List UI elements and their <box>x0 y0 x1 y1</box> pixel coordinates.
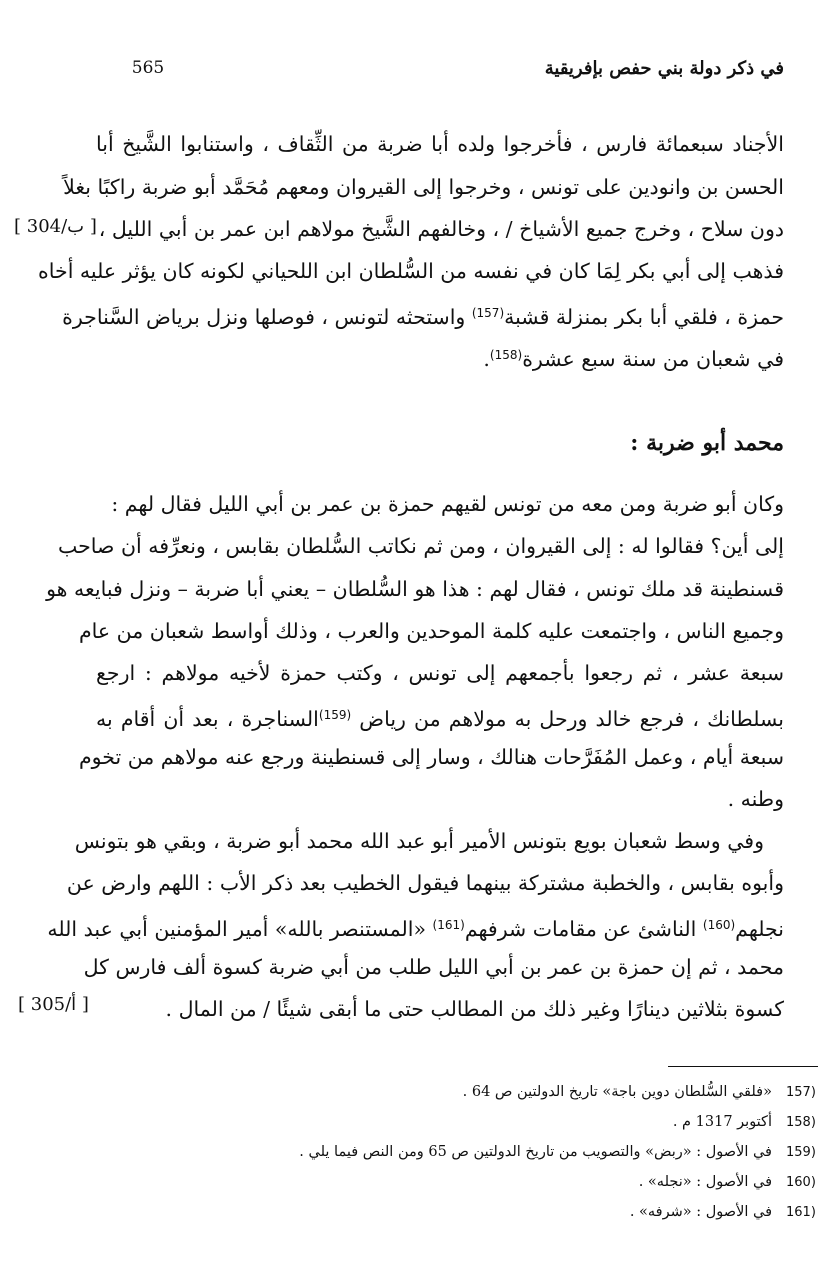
footnote-text: في الأصول : «ربض» والتصويب من تاريخ الدولتين ص 65 ومن النص فيما يلي . <box>299 1144 772 1160</box>
text-line: الأجناد سبعمائة فارس ، فأخرجوا ولده أبا ضربة من الثِّقاف ، واستنابوا الشَّيخ أبا <box>96 132 784 156</box>
footnote-ref: (160) <box>702 918 736 932</box>
text-fragment: السناجرة ، بعد أن أقام به <box>96 707 319 731</box>
text-line: وفي وسط شعبان بويع بتونس الأمير أبو عبد الله محمد أبو ضربة ، وبقي هو بتونس <box>74 829 764 853</box>
text-fragment: «المستنصر بالله» أمير المؤمنين أبي عبد الله <box>47 917 427 941</box>
manuscript-folio-mark: [ 304/ب ] <box>14 216 97 237</box>
text-line <box>47 907 784 943</box>
text-line: إلى أين؟ فقالوا له : إلى القيروان ، ومن ثم نكاتب السُّلطان بقابس ، ونعرِّفه أن صاحب <box>57 534 784 558</box>
footnote-number: (157 <box>786 1085 816 1100</box>
text-line: وطنه . <box>727 787 784 811</box>
footnote <box>630 1198 816 1226</box>
running-title: في ذكر دولة بني حفص بإفريقية <box>544 58 784 79</box>
footnote-number: (158 <box>786 1115 816 1130</box>
text-line: كسوة بثلاثين دينارًا وغير ذلك من المطالب حتى ما أبقى شيئًا / من المال . <box>165 997 784 1021</box>
text-line: الحسن بن وانودين على تونس ، وخرجوا إلى القيروان ومعهم مُحَمَّد أبو ضربة راكبًا بغلاً <box>63 175 784 199</box>
footnote-number: (161 <box>786 1205 816 1220</box>
text-line: فذهب إلى أبي بكر لِمَا كان في نفسه من السُّلطان ابن اللحياني لكونه كان يؤثر عليه أخاه <box>38 259 784 283</box>
footnote <box>673 1108 816 1136</box>
footnote <box>299 1138 816 1166</box>
footnote-ref: (161) <box>432 918 465 932</box>
footnote-text: في الأصول : «نجله» . <box>638 1174 772 1190</box>
footnote-text: «فلقي السُّلطان دوين باجة» تاريخ الدولتين ص 64 . <box>462 1084 772 1100</box>
text-line: وجميع الناس ، واجتمعت عليه كلمة الموحدين والعرب ، وذلك أواسط شعبان من عام <box>78 619 784 643</box>
page-number: 565 <box>131 58 165 78</box>
text-fragment: واستحثه لتونس ، فوصلها ونزل برياض السَّناجرة <box>62 305 466 329</box>
footnote-rule <box>668 1066 818 1067</box>
text-fragment: بسلطانك ، فرجع خالد ورحل به مولاهم من رياض <box>359 707 784 731</box>
text-line: قسنطينة قد ملك تونس ، فقال لهم : هذا هو السُّلطان – يعني أبا ضربة – ونزل فبايعه هو <box>46 577 784 601</box>
text-line <box>483 337 784 373</box>
text-line <box>62 295 784 331</box>
text-line: وكان أبو ضربة ومن معه من تونس لقيهم حمزة بن عمر بن أبي الليل فقال لهم : <box>111 492 784 516</box>
footnote-text: في الأصول : «شرفه» . <box>629 1204 772 1220</box>
text-line: سبعة أيام ، وعمل المُفَرَّحات هنالك ، وسار إلى قسنطينة ورجع عنه مولاهم من تخوم <box>78 745 784 769</box>
footnote <box>639 1168 816 1196</box>
text-line: سبعة عشر ، ثم رجعوا بأجمعهم إلى تونس ، وكتب حمزة لأخيه مولاهم : ارجع <box>96 661 784 685</box>
text-fragment: نجلهم <box>735 917 784 941</box>
section-heading: محمد أبو ضربة : <box>630 430 784 456</box>
footnote-ref: (157) <box>471 306 505 320</box>
footnote-number: (159 <box>786 1145 816 1160</box>
text-fragment: . <box>483 347 490 371</box>
text-fragment: الناشئ عن مقامات شرفهم <box>464 917 697 941</box>
footnote <box>463 1078 816 1106</box>
text-fragment: حمزة ، فلقي أبا بكر بمنزلة قشبة <box>504 305 784 329</box>
text-line: محمد ، ثم إن حمزة بن عمر بن أبي الليل طلب من أبي ضربة كسوة ألف فارس كل <box>83 955 784 979</box>
text-line: دون سلاح ، وخرج جميع الأشياخ / ، وخالفهم الشَّيخ مولاهم ابن عمر بن أبي الليل ، <box>98 217 784 241</box>
text-fragment: في شعبان من سنة سبع عشرة <box>522 347 784 371</box>
footnote-ref: (159) <box>318 708 352 722</box>
footnote-text: أكتوبر 1317 م . <box>672 1114 772 1130</box>
text-line: وأبوه بقابس ، والخطبة مشتركة بينهما فيقول الخطيب بعد ذكر الأب : اللهم وارض عن <box>66 871 784 895</box>
manuscript-folio-mark: [ 305/أ ] <box>18 994 89 1015</box>
footnote-ref: (158) <box>489 348 523 362</box>
footnote-number: (160 <box>786 1175 816 1190</box>
text-line <box>96 697 784 733</box>
